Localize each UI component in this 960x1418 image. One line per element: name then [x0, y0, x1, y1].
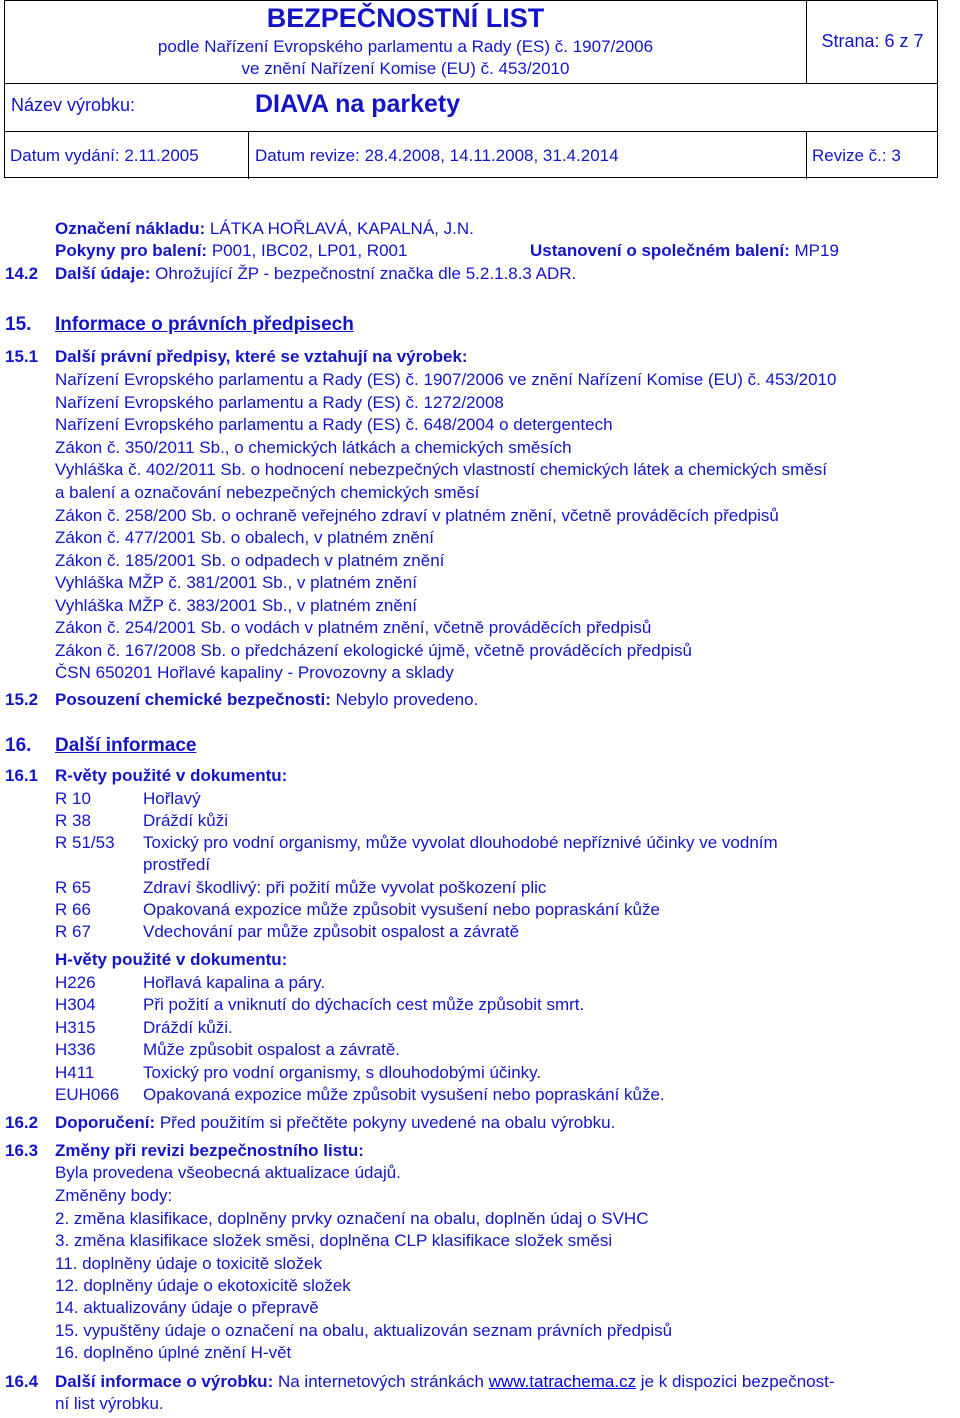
phrase-code: R 38 — [55, 811, 91, 830]
phrase-text: Může způsobit ospalost a závratě. — [143, 1040, 401, 1059]
header-divider — [806, 131, 807, 179]
phrase-text: Hořlavý — [143, 789, 201, 808]
phrase-code: H336 — [55, 1040, 96, 1059]
regulation-line: Nařízení Evropského parlamentu a Rady (ES) č. 1272/2008 — [55, 393, 504, 412]
revision-dates: Datum revize: 28.4.2008, 14.11.2008, 31.4.2014 — [255, 146, 619, 165]
revision-number: Revize č.: 3 — [812, 146, 901, 165]
phrase-text: Dráždí kůži. — [143, 1018, 233, 1037]
other-data-row: Další údaje: Ohrožující ŽP - bezpečnostní značka dle 5.2.1.8.3 ADR. — [55, 264, 577, 283]
phrase-code: H226 — [55, 973, 96, 992]
packing-row: Pokyny pro balení: P001, IBC02, LP01, R001 — [55, 241, 408, 260]
regulation-line: Zákon č. 185/2001 Sb. o odpadech v platném znění — [55, 551, 445, 570]
revision-line: Změněny body: — [55, 1186, 173, 1205]
phrase-text: Dráždí kůži — [143, 811, 229, 830]
product-info-row-cont: ní list výrobku. — [55, 1394, 164, 1413]
recommendation-row: Doporučení: Před použitím si přečtěte pokyny uvedené na obalu výrobku. — [55, 1113, 616, 1132]
regulation-line: Vyhláška MŽP č. 381/2001 Sb., v platném znění — [55, 573, 417, 592]
page-number: Strana: 6 z 7 — [821, 31, 924, 51]
phrase-code: H411 — [55, 1063, 95, 1082]
revision-line: 12. doplněny údaje o ekotoxicitě složek — [55, 1276, 351, 1295]
regulation-line: ČSN 650201 Hořlavé kapaliny - Provozovny a sklady — [55, 663, 454, 682]
regulation-line: Zákon č. 258/200 Sb. o ochraně veřejného zdraví v platném znění, včetně prováděcích předpisů — [55, 506, 779, 525]
section-number: 16.3 — [5, 1141, 39, 1160]
header-divider — [5, 83, 937, 84]
regulation-subtitle-2: ve znění Nařízení Komise (EU) č. 453/2010 — [241, 59, 570, 78]
phrase-text: Vdechování par může způsobit ospalost a závratě — [143, 922, 520, 941]
website-link[interactable]: www.tatrachema.cz — [488, 1372, 637, 1391]
issue-date: Datum vydání: 2.11.2005 — [10, 146, 199, 165]
phrase-text: Hořlavá kapalina a páry. — [143, 973, 326, 992]
header-divider — [5, 131, 937, 132]
product-name: DIAVA na parkety — [255, 90, 461, 118]
regulation-line: Zákon č. 350/2011 Sb., o chemických látkách a chemických směsích — [55, 438, 572, 457]
page-title: BEZPEČNOSTNÍ LIST — [266, 3, 545, 33]
regulation-line: Zákon č. 167/2008 Sb. o předcházení ekologické újmě, včetně prováděcích předpisů — [55, 641, 692, 660]
regulation-line: Vyhláška č. 402/2011 Sb. o hodnocení nebezpečných vlastností chemických látek a chemických směsí — [55, 460, 828, 479]
phrase-code: R 65 — [55, 878, 91, 897]
phrase-code: H315 — [55, 1018, 96, 1037]
section-number: 16.1 — [5, 766, 39, 785]
joint-packing-row: Ustanovení o společném balení: MP19 — [530, 241, 839, 260]
section-number: 16.2 — [5, 1113, 39, 1132]
revision-line: 11. doplněny údaje o toxicitě složek — [55, 1254, 323, 1273]
h-phrases-heading: H-věty použité v dokumentu: — [55, 950, 288, 969]
phrase-code: R 51/53 — [55, 833, 115, 852]
revision-line: 2. změna klasifikace, doplněny prvky označení na obalu, doplněn údaj o SVHC — [55, 1209, 649, 1228]
phrase-code: R 67 — [55, 922, 91, 941]
revision-line: 3. změna klasifikace složek směsi, doplněna CLP klasifikace složek směsi — [55, 1231, 613, 1250]
regulation-line: Nařízení Evropského parlamentu a Rady (ES) č. 648/2004 o detergentech — [55, 415, 613, 434]
revision-line: Byla provedena všeobecná aktualizace údajů. — [55, 1163, 401, 1182]
chemical-safety-row: Posouzení chemické bezpečnosti: Nebylo provedeno. — [55, 690, 479, 709]
phrase-code: EUH066 — [55, 1085, 120, 1104]
section-number: 16.4 — [5, 1372, 39, 1391]
section-16-title: Další informace — [55, 735, 197, 756]
phrase-text: Opakovaná expozice může způsobit vysušení nebo popraskání kůže — [143, 900, 660, 919]
regulation-line: Zákon č. 254/2001 Sb. o vodách v platném znění, včetně prováděcích předpisů — [55, 618, 652, 637]
regulation-line: Zákon č. 477/2001 Sb. o obalech, v platném znění — [55, 528, 434, 547]
section-15-1-heading: Další právní předpisy, které se vztahují na výrobek: — [55, 347, 468, 366]
phrase-code: R 10 — [55, 789, 91, 808]
regulation-line: Nařízení Evropského parlamentu a Rady (ES) č. 1907/2006 ve znění Nařízení Komise (EU) č. 453/2010 — [55, 370, 837, 389]
regulation-line: a balení a označování nebezpečných chemických směsí — [55, 483, 480, 502]
regulation-subtitle: podle Nařízení Evropského parlamentu a Rady (ES) č. 1907/2006 — [157, 37, 654, 56]
section-number: 15. — [5, 314, 32, 335]
section-number: 15.2 — [5, 690, 39, 709]
r-phrases-heading: R-věty použité v dokumentu: — [55, 766, 288, 785]
document-header — [4, 0, 938, 178]
revision-line: 14. aktualizovány údaje o přepravě — [55, 1298, 319, 1317]
phrase-text: Opakovaná expozice může způsobit vysušení nebo popraskání kůže. — [143, 1085, 665, 1104]
revision-line: 16. doplněno úplné znění H-vět — [55, 1343, 292, 1362]
revision-line: 15. vypuštěny údaje o označení na obalu, aktualizován seznam právních předpisů — [55, 1321, 673, 1340]
product-info-row: Další informace o výrobku: Na internetových stránkách www.tatrachema.cz je k dispozici bezpečnost- — [55, 1372, 835, 1391]
phrase-code: H304 — [55, 995, 96, 1014]
phrase-text: Zdraví škodlivý: při požití může vyvolat poškození plic — [143, 878, 547, 897]
phrase-code: R 66 — [55, 900, 91, 919]
product-label: Název výrobku: — [11, 95, 136, 115]
regulation-line: Vyhláška MŽP č. 383/2001 Sb., v platném znění — [55, 596, 417, 615]
phrase-text: Toxický pro vodní organismy, s dlouhodobými účinky. — [143, 1063, 542, 1082]
section-number: 16. — [5, 735, 32, 756]
header-divider — [248, 131, 249, 179]
cargo-label-row: Označení nákladu: LÁTKA HOŘLAVÁ, KAPALNÁ, J.N. — [55, 219, 474, 238]
phrase-text: Při požití a vniknutí do dýchacích cest může způsobit smrt. — [143, 995, 585, 1014]
revision-changes-heading: Změny při revizi bezpečnostního listu: — [55, 1141, 364, 1160]
phrase-text: Toxický pro vodní organismy, může vyvolat dlouhodobé nepříznivé účinky ve vodním — [143, 833, 778, 852]
section-number: 14.2 — [5, 264, 39, 283]
section-number: 15.1 — [5, 347, 39, 366]
section-15-title: Informace o právních předpisech — [55, 314, 354, 335]
phrase-text: prostředí — [143, 855, 211, 874]
